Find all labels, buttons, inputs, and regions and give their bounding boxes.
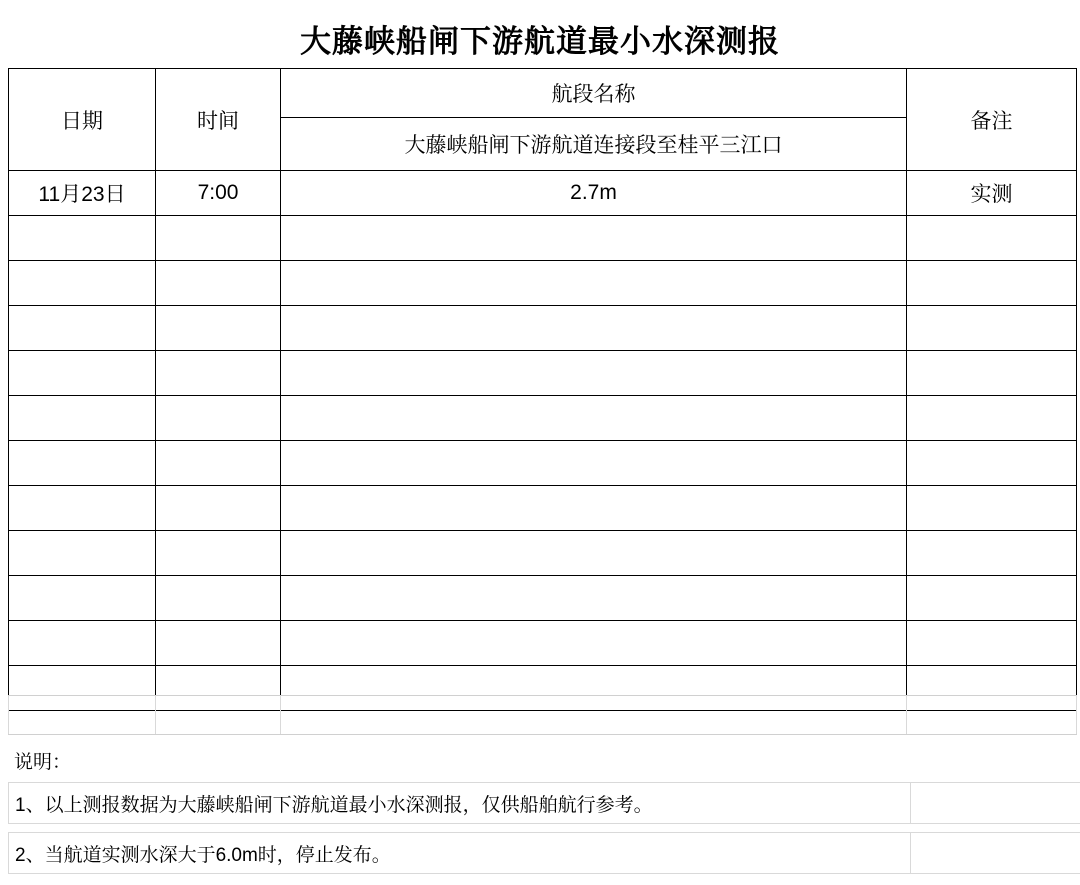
cell-depth bbox=[281, 306, 907, 351]
note-item: 1、以上测报数据为大藤峡船闸下游航道最小水深测报，仅供船舶航行参考。 bbox=[9, 783, 911, 824]
page-title-text: 大藤峡船闸下游航道最小水深测报 bbox=[300, 23, 780, 59]
notes-label-row bbox=[8, 740, 1078, 780]
cell-date bbox=[9, 576, 156, 621]
depth-report-table bbox=[8, 68, 1077, 711]
note-tail-cell bbox=[911, 783, 1080, 824]
cell-time bbox=[156, 531, 281, 576]
cell-time bbox=[156, 441, 281, 486]
blank-cell bbox=[907, 696, 1077, 735]
header-segment-name: 大藤峡船闸下游航道连接段至桂平三江口 bbox=[281, 118, 907, 171]
table-row-empty bbox=[9, 576, 1077, 621]
blank-cell bbox=[281, 696, 907, 735]
cell-date bbox=[9, 306, 156, 351]
cell-remark bbox=[907, 621, 1077, 666]
cell-time bbox=[156, 396, 281, 441]
header-remark: 备注 bbox=[907, 69, 1077, 171]
cell-time bbox=[156, 351, 281, 396]
cell-date bbox=[9, 216, 156, 261]
table-row-empty bbox=[9, 486, 1077, 531]
table-row-empty bbox=[9, 261, 1077, 306]
cell-depth: 2.7m bbox=[281, 171, 907, 216]
cell-remark bbox=[907, 261, 1077, 306]
note-item-2-row bbox=[8, 832, 1080, 874]
cell-remark bbox=[907, 486, 1077, 531]
cell-time bbox=[156, 486, 281, 531]
cell-date bbox=[9, 621, 156, 666]
cell-remark bbox=[907, 351, 1077, 396]
header-time: 时间 bbox=[156, 69, 281, 171]
cell-date bbox=[9, 441, 156, 486]
cell-date bbox=[9, 261, 156, 306]
table-row bbox=[9, 171, 1077, 216]
cell-depth bbox=[281, 576, 907, 621]
cell-remark bbox=[907, 576, 1077, 621]
blank-row bbox=[9, 696, 1077, 735]
cell-time bbox=[156, 306, 281, 351]
cell-depth bbox=[281, 261, 907, 306]
blank-cell bbox=[156, 696, 281, 735]
note-tail-cell bbox=[911, 833, 1080, 874]
cell-remark: 实测 bbox=[907, 171, 1077, 216]
header-segment-title: 航段名称 bbox=[281, 69, 907, 118]
cell-depth bbox=[281, 621, 907, 666]
cell-time bbox=[156, 261, 281, 306]
cell-depth bbox=[281, 441, 907, 486]
note-item-1-row bbox=[8, 782, 1080, 824]
cell-time bbox=[156, 216, 281, 261]
cell-time bbox=[156, 576, 281, 621]
table-row-empty bbox=[9, 351, 1077, 396]
page-title bbox=[8, 8, 1072, 68]
cell-depth bbox=[281, 396, 907, 441]
cell-depth bbox=[281, 351, 907, 396]
cell-date bbox=[9, 351, 156, 396]
header-date: 日期 bbox=[9, 69, 156, 171]
table-header-row bbox=[9, 69, 1077, 118]
cell-time: 7:00 bbox=[156, 171, 281, 216]
cell-remark bbox=[907, 531, 1077, 576]
cell-date bbox=[9, 396, 156, 441]
note-item: 2、当航道实测水深大于6.0m时，停止发布。 bbox=[9, 833, 911, 874]
table-row-empty bbox=[9, 621, 1077, 666]
cell-depth bbox=[281, 486, 907, 531]
cell-depth bbox=[281, 531, 907, 576]
cell-date bbox=[9, 531, 156, 576]
table-row-empty bbox=[9, 306, 1077, 351]
cell-remark bbox=[907, 396, 1077, 441]
blank-cell bbox=[9, 696, 156, 735]
table-row-empty bbox=[9, 531, 1077, 576]
cell-remark bbox=[907, 216, 1077, 261]
cell-remark bbox=[907, 441, 1077, 486]
cell-time bbox=[156, 621, 281, 666]
blank-grid-row bbox=[8, 695, 1077, 735]
cell-date bbox=[9, 486, 156, 531]
cell-date: 11月23日 bbox=[9, 171, 156, 216]
cell-depth bbox=[281, 216, 907, 261]
notes-label: 说明： bbox=[14, 751, 72, 773]
table-row-empty bbox=[9, 216, 1077, 261]
table-row-empty bbox=[9, 441, 1077, 486]
cell-remark bbox=[907, 306, 1077, 351]
table-row-empty bbox=[9, 396, 1077, 441]
